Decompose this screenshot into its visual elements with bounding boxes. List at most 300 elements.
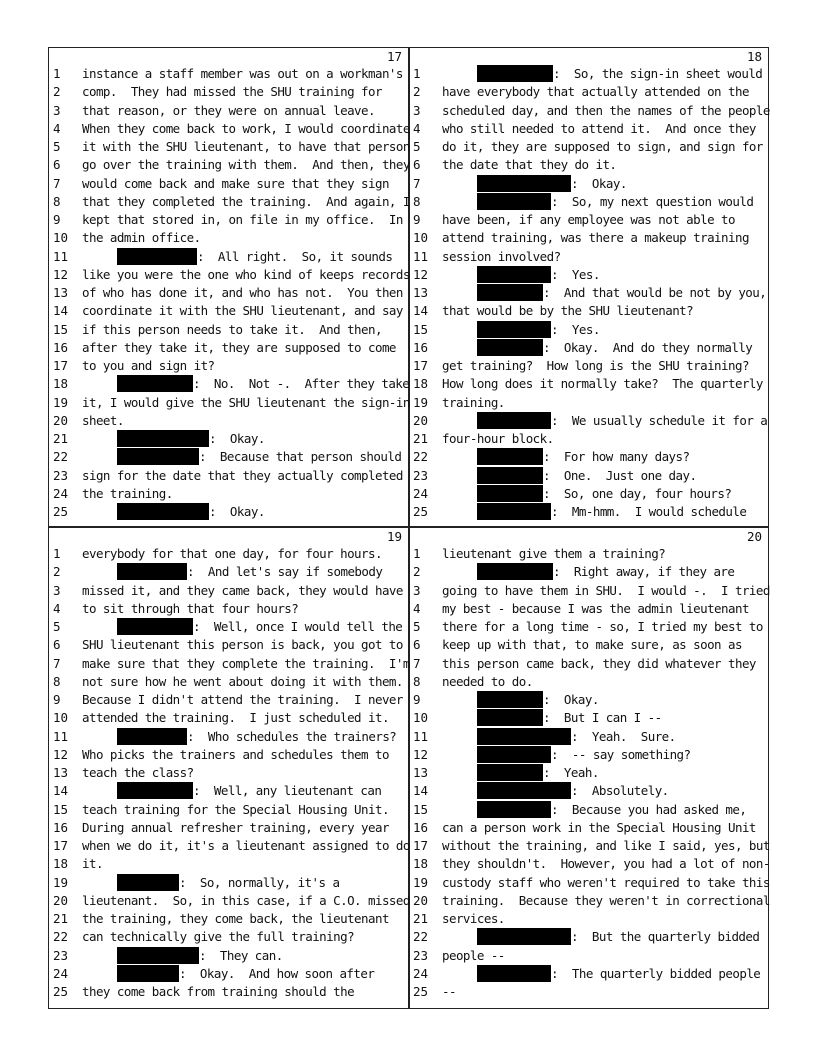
line-number: 24 xyxy=(53,965,69,981)
line-number: 7 xyxy=(413,175,421,191)
transcript-line xyxy=(409,600,768,618)
line-number: 7 xyxy=(53,175,61,191)
redaction-box xyxy=(117,375,193,392)
line-number: 7 xyxy=(413,655,421,671)
line-number: 18 xyxy=(413,376,429,392)
transcript-line xyxy=(409,302,768,320)
redaction-box xyxy=(477,467,543,484)
line-number: 13 xyxy=(413,285,429,300)
line-number: 15 xyxy=(53,321,69,337)
redaction-box xyxy=(117,248,197,265)
line-text: custody staff who weren't required to take this xyxy=(442,874,770,890)
line-text: : So, normally, it's a xyxy=(179,874,340,890)
transcript-line xyxy=(49,837,408,855)
transcript-line xyxy=(49,156,408,174)
line-text: : -- say something? xyxy=(551,746,691,762)
transcript-line xyxy=(49,339,408,357)
line-text: the admin office. xyxy=(82,230,201,246)
transcript-line xyxy=(409,801,768,819)
transcript-line xyxy=(49,947,408,965)
line-number: 20 xyxy=(413,892,429,908)
line-text: without the training, and like I said, yes, but xyxy=(442,838,770,853)
transcript-line xyxy=(49,709,408,727)
line-number: 6 xyxy=(53,157,61,173)
line-number: 12 xyxy=(53,266,69,282)
transcript-line xyxy=(409,193,768,211)
redaction-box xyxy=(117,618,193,635)
transcript-line xyxy=(49,655,408,673)
line-number: 14 xyxy=(53,783,69,799)
line-number: 5 xyxy=(413,139,421,154)
line-text: : Who schedules the trainers? xyxy=(187,728,397,744)
line-text: : Okay. xyxy=(209,431,265,446)
line-text: : Yes. xyxy=(551,266,600,282)
line-number: 13 xyxy=(413,765,429,780)
transcript-line xyxy=(409,102,768,120)
transcript-line xyxy=(49,284,408,302)
redaction-box xyxy=(477,563,553,580)
redaction-box xyxy=(477,485,543,502)
transcript-page-17 xyxy=(49,48,408,526)
line-number: 21 xyxy=(413,911,429,926)
line-number: 12 xyxy=(413,746,429,762)
line-text: the training. xyxy=(82,485,173,501)
line-text: : Okay. xyxy=(543,692,599,707)
redaction-box xyxy=(477,448,543,465)
line-text: : We usually schedule it for a xyxy=(551,412,768,428)
line-number: 11 xyxy=(53,248,69,264)
line-number: 16 xyxy=(413,339,429,355)
line-text: going to have them in SHU. I would -. I tried xyxy=(442,582,770,598)
line-text: services. xyxy=(442,911,505,926)
transcript-line xyxy=(409,965,768,983)
line-text: : Yeah. xyxy=(543,765,599,780)
line-text: : Okay. xyxy=(209,504,265,519)
transcript-line xyxy=(409,728,768,746)
line-text: to you and sign it? xyxy=(82,358,215,373)
transcript-line xyxy=(49,485,408,503)
line-number: 2 xyxy=(53,564,61,580)
line-number: 4 xyxy=(413,120,421,136)
line-number: 7 xyxy=(53,655,61,671)
line-number: 23 xyxy=(53,947,69,963)
redaction-box xyxy=(477,782,571,799)
line-text: everybody for that one day, for four hours. xyxy=(82,546,382,561)
line-text: of who has done it, and who has not. You then xyxy=(82,285,403,300)
transcript-line xyxy=(49,375,408,393)
line-text: -- xyxy=(442,984,456,999)
line-text: the date that they do it. xyxy=(442,157,617,173)
line-text: have everybody that actually attended on the xyxy=(442,84,749,100)
redaction-box xyxy=(117,965,179,982)
line-number: 15 xyxy=(53,801,69,817)
line-number: 5 xyxy=(53,619,61,634)
transcript-line xyxy=(409,636,768,654)
line-text: : Because that person should xyxy=(199,449,402,465)
line-number: 3 xyxy=(413,102,421,118)
line-number: 8 xyxy=(413,193,421,209)
redaction-box xyxy=(117,503,209,520)
line-number: 24 xyxy=(53,485,69,501)
line-number: 10 xyxy=(413,230,429,246)
transcript-line xyxy=(49,394,408,412)
redaction-box xyxy=(477,412,551,429)
line-text: keep up with that, to make sure, as soon as xyxy=(442,637,742,653)
line-number: 22 xyxy=(413,929,429,945)
transcript-line xyxy=(49,302,408,320)
redaction-box xyxy=(477,801,551,818)
transcript-line xyxy=(409,211,768,229)
line-number: 10 xyxy=(53,710,69,726)
transcript-line xyxy=(409,673,768,691)
line-text: lieutenant. So, in this case, if a C.O. missed xyxy=(82,892,410,908)
line-number: 3 xyxy=(53,102,61,118)
redaction-box xyxy=(477,746,551,763)
line-text: teach the class? xyxy=(82,765,194,780)
page-number: 19 xyxy=(386,529,402,544)
transcript-line xyxy=(409,138,768,156)
transcript-line xyxy=(49,357,408,375)
line-text: During annual refresher training, every year xyxy=(82,819,389,835)
line-number: 8 xyxy=(53,673,61,689)
redaction-box xyxy=(117,563,187,580)
line-number: 17 xyxy=(53,358,69,373)
line-number: 12 xyxy=(413,266,429,282)
line-text: that they completed the training. And again, I xyxy=(82,193,410,209)
transcript-line xyxy=(409,563,768,581)
line-text: : Okay. And do they normally xyxy=(543,339,753,355)
line-text: When they come back to work, I would coordinate xyxy=(82,120,410,136)
line-number: 1 xyxy=(413,66,421,81)
transcript-line xyxy=(409,819,768,837)
line-text: coordinate it with the SHU lieutenant, and say xyxy=(82,303,403,319)
line-number: 13 xyxy=(53,765,69,780)
line-text: : One. Just one day. xyxy=(543,467,697,483)
line-number: 17 xyxy=(53,838,69,853)
redaction-box xyxy=(477,321,551,338)
transcript-line xyxy=(409,248,768,266)
line-text: : Right away, if they are xyxy=(553,564,735,580)
line-text: : Yeah. Sure. xyxy=(571,728,676,744)
line-number: 11 xyxy=(53,728,69,744)
line-number: 18 xyxy=(53,376,69,392)
line-text: : For how many days? xyxy=(543,449,690,465)
line-number: 1 xyxy=(53,66,61,81)
redaction-box xyxy=(477,764,543,781)
transcript-line xyxy=(409,284,768,302)
line-number: 5 xyxy=(413,619,421,634)
line-text: : But I can I -- xyxy=(543,710,662,726)
redaction-box xyxy=(477,339,543,356)
line-text: Because I didn't attend the training. I never xyxy=(82,692,403,707)
transcript-line xyxy=(49,782,408,800)
line-text: : So, my next question would xyxy=(551,193,754,209)
transcript-line xyxy=(409,430,768,448)
redaction-box xyxy=(117,448,199,465)
line-number: 19 xyxy=(53,394,69,410)
redaction-box xyxy=(477,175,571,192)
line-text: Who picks the trainers and schedules them to xyxy=(82,746,389,762)
transcript-line xyxy=(49,636,408,654)
line-text: can technically give the full training? xyxy=(82,929,355,945)
transcript-line xyxy=(409,983,768,1001)
transcript-page-19 xyxy=(49,528,408,1006)
line-text: sheet. xyxy=(82,412,124,428)
line-text: : They can. xyxy=(199,947,283,963)
transcript-line xyxy=(409,120,768,138)
line-text: session involved? xyxy=(442,248,561,264)
line-text: missed it, and they came back, they would have xyxy=(82,582,403,598)
page-number: 18 xyxy=(746,49,762,64)
line-text: the training, they come back, the lieutenant xyxy=(82,911,389,926)
transcript-line xyxy=(49,430,408,448)
line-text: attended the training. I just scheduled it. xyxy=(82,710,389,726)
line-text: four-hour block. xyxy=(442,431,554,446)
line-number: 10 xyxy=(53,230,69,246)
line-text: have been, if any employee was not able to xyxy=(442,212,735,227)
redaction-box xyxy=(117,947,199,964)
line-number: 21 xyxy=(53,431,69,446)
transcript-line xyxy=(409,375,768,393)
transcript-line xyxy=(49,965,408,983)
line-text: How long does it normally take? The quarterly xyxy=(442,376,763,392)
transcript-line xyxy=(409,618,768,636)
line-text: : Because you had asked me, xyxy=(551,801,747,817)
line-number: 6 xyxy=(53,637,61,653)
transcript-line xyxy=(49,193,408,211)
transcript-line xyxy=(409,83,768,101)
line-number: 24 xyxy=(413,485,429,501)
redaction-box xyxy=(477,65,553,82)
transcript-line xyxy=(49,321,408,339)
transcript-line xyxy=(409,229,768,247)
line-text: : Okay. And how soon after xyxy=(179,965,375,981)
transcript-line xyxy=(49,175,408,193)
line-number: 11 xyxy=(413,248,429,264)
line-number: 19 xyxy=(413,394,429,410)
line-text: needed to do. xyxy=(442,673,533,689)
transcript-line xyxy=(49,600,408,618)
transcript-line xyxy=(409,709,768,727)
transcript-line xyxy=(409,65,768,83)
line-number: 16 xyxy=(53,339,69,355)
transcript-line xyxy=(409,175,768,193)
line-text: who still needed to attend it. And once they xyxy=(442,120,756,136)
redaction-box xyxy=(117,782,193,799)
line-number: 21 xyxy=(413,431,429,446)
transcript-line xyxy=(409,746,768,764)
line-number: 23 xyxy=(413,947,429,963)
line-text: : And let's say if somebody xyxy=(187,564,383,580)
transcript-line xyxy=(49,819,408,837)
line-text: that reason, or they were on annual leave. xyxy=(82,102,375,118)
transcript-line xyxy=(409,266,768,284)
line-text: they come back from training should the xyxy=(82,984,355,999)
transcript-line xyxy=(409,655,768,673)
transcript-line xyxy=(49,728,408,746)
line-number: 22 xyxy=(53,929,69,945)
transcript-line xyxy=(409,910,768,928)
transcript-line xyxy=(409,339,768,357)
line-number: 25 xyxy=(53,504,69,519)
redaction-box xyxy=(117,430,209,447)
line-text: go over the training with them. And then, they xyxy=(82,157,410,173)
transcript-line xyxy=(409,691,768,709)
transcript-line xyxy=(409,321,768,339)
transcript-line xyxy=(49,618,408,636)
line-text: when we do it, it's a lieutenant assigned to do xyxy=(82,838,410,853)
transcript-line xyxy=(49,503,408,521)
transcript-line xyxy=(409,928,768,946)
line-text: they shouldn't. However, you had a lot of non- xyxy=(442,856,770,872)
redaction-box xyxy=(477,284,543,301)
line-text: get training? How long is the SHU training? xyxy=(442,358,749,373)
transcript-line xyxy=(49,65,408,83)
line-number: 12 xyxy=(53,746,69,762)
line-text: lieutenant give them a training? xyxy=(442,546,666,561)
line-number: 25 xyxy=(413,984,429,999)
line-number: 6 xyxy=(413,157,421,173)
line-number: 5 xyxy=(53,139,61,154)
line-number: 2 xyxy=(413,84,421,100)
line-number: 1 xyxy=(53,546,61,561)
transcript-line xyxy=(49,563,408,581)
line-number: 9 xyxy=(53,692,61,707)
line-text: attend training, was there a makeup training xyxy=(442,230,749,246)
line-number: 9 xyxy=(413,692,421,707)
redaction-box xyxy=(477,709,543,726)
line-number: 9 xyxy=(53,212,61,227)
line-number: 19 xyxy=(413,874,429,890)
transcript-line xyxy=(49,892,408,910)
transcript-line xyxy=(49,673,408,691)
line-text: : Well, any lieutenant can xyxy=(193,783,382,799)
line-number: 23 xyxy=(413,467,429,483)
line-text: sign for the date that they actually completed xyxy=(82,467,403,483)
redaction-box xyxy=(477,928,571,945)
transcript-line xyxy=(49,448,408,466)
line-text: : So, the sign-in sheet would xyxy=(553,66,763,81)
line-number: 14 xyxy=(413,303,429,319)
line-text: : Absolutely. xyxy=(571,783,669,799)
line-text: it with the SHU lieutenant, to have that person xyxy=(82,139,410,154)
transcript-line xyxy=(409,582,768,600)
line-number: 11 xyxy=(413,728,429,744)
line-text: my best - because I was the admin lieutenant xyxy=(442,600,749,616)
line-text: : Yes. xyxy=(551,321,600,337)
transcript-line xyxy=(49,928,408,946)
line-number: 20 xyxy=(53,412,69,428)
line-text: if this person needs to take it. And then, xyxy=(82,321,382,337)
line-number: 25 xyxy=(413,504,429,519)
line-text: can a person work in the Special Housing Unit xyxy=(442,819,756,835)
transcript-page-20 xyxy=(409,528,768,1006)
redaction-box xyxy=(477,266,551,283)
line-number: 22 xyxy=(413,449,429,465)
line-number: 17 xyxy=(413,358,429,373)
line-number: 9 xyxy=(413,212,421,227)
line-text: : All right. So, it sounds xyxy=(197,248,393,264)
transcript-line xyxy=(49,910,408,928)
line-text: like you were the one who kind of keeps records xyxy=(82,266,410,282)
line-number: 19 xyxy=(53,874,69,890)
line-text: : So, one day, four hours? xyxy=(543,485,732,501)
line-text: to sit through that four hours? xyxy=(82,600,299,616)
transcript-line xyxy=(49,855,408,873)
line-number: 14 xyxy=(53,303,69,319)
page-number: 20 xyxy=(746,529,762,544)
transcript-line xyxy=(49,102,408,120)
line-number: 25 xyxy=(53,984,69,999)
line-text: teach training for the Special Housing Unit. xyxy=(82,801,389,817)
line-number: 20 xyxy=(53,892,69,908)
line-number: 15 xyxy=(413,801,429,817)
line-text: SHU lieutenant this person is back, you got to xyxy=(82,637,403,653)
line-text: : And that would be not by you, xyxy=(543,285,767,300)
line-text: this person came back, they did whatever they xyxy=(442,655,756,671)
transcript-line xyxy=(409,874,768,892)
line-number: 6 xyxy=(413,637,421,653)
line-number: 16 xyxy=(53,819,69,835)
line-number: 20 xyxy=(413,412,429,428)
transcript-line xyxy=(49,467,408,485)
transcript-line xyxy=(409,412,768,430)
line-text: training. Because they weren't in correctional xyxy=(442,892,770,908)
line-number: 8 xyxy=(413,673,421,689)
transcript-line xyxy=(49,582,408,600)
line-text: instance a staff member was out on a workman's xyxy=(82,66,403,81)
redaction-box xyxy=(477,193,551,210)
transcript-line xyxy=(409,485,768,503)
transcript-line xyxy=(409,448,768,466)
line-number: 3 xyxy=(413,582,421,598)
transcript-line xyxy=(49,229,408,247)
transcript-line xyxy=(49,764,408,782)
line-number: 14 xyxy=(413,783,429,799)
page-number: 17 xyxy=(386,49,402,64)
line-text: : The quarterly bidded people xyxy=(551,965,761,981)
transcript-line xyxy=(409,503,768,521)
transcript-line xyxy=(409,764,768,782)
transcript-line xyxy=(409,467,768,485)
line-number: 8 xyxy=(53,193,61,209)
line-text: that would be by the SHU lieutenant? xyxy=(442,303,694,319)
transcript-line xyxy=(409,545,768,563)
transcript-line xyxy=(49,746,408,764)
line-number: 22 xyxy=(53,449,69,465)
line-text: kept that stored in, on file in my office. In xyxy=(82,212,403,227)
redaction-box xyxy=(477,691,543,708)
line-text: training. xyxy=(442,394,505,410)
line-text: would come back and make sure that they sign xyxy=(82,175,389,191)
transcript-page-18 xyxy=(409,48,768,526)
line-number: 18 xyxy=(413,856,429,872)
line-number: 4 xyxy=(53,120,61,136)
transcript-line xyxy=(49,801,408,819)
transcript-line xyxy=(49,983,408,1001)
transcript-line xyxy=(409,837,768,855)
line-text: : No. Not -. After they take xyxy=(193,376,410,392)
transcript-line xyxy=(49,211,408,229)
line-text: it. xyxy=(82,856,103,872)
transcript-line xyxy=(49,874,408,892)
transcript-line xyxy=(409,357,768,375)
line-number: 17 xyxy=(413,838,429,853)
line-number: 4 xyxy=(53,600,61,616)
line-text: comp. They had missed the SHU training for xyxy=(82,84,382,100)
line-number: 24 xyxy=(413,965,429,981)
line-text: not sure how he went about doing it with them. xyxy=(82,673,403,689)
